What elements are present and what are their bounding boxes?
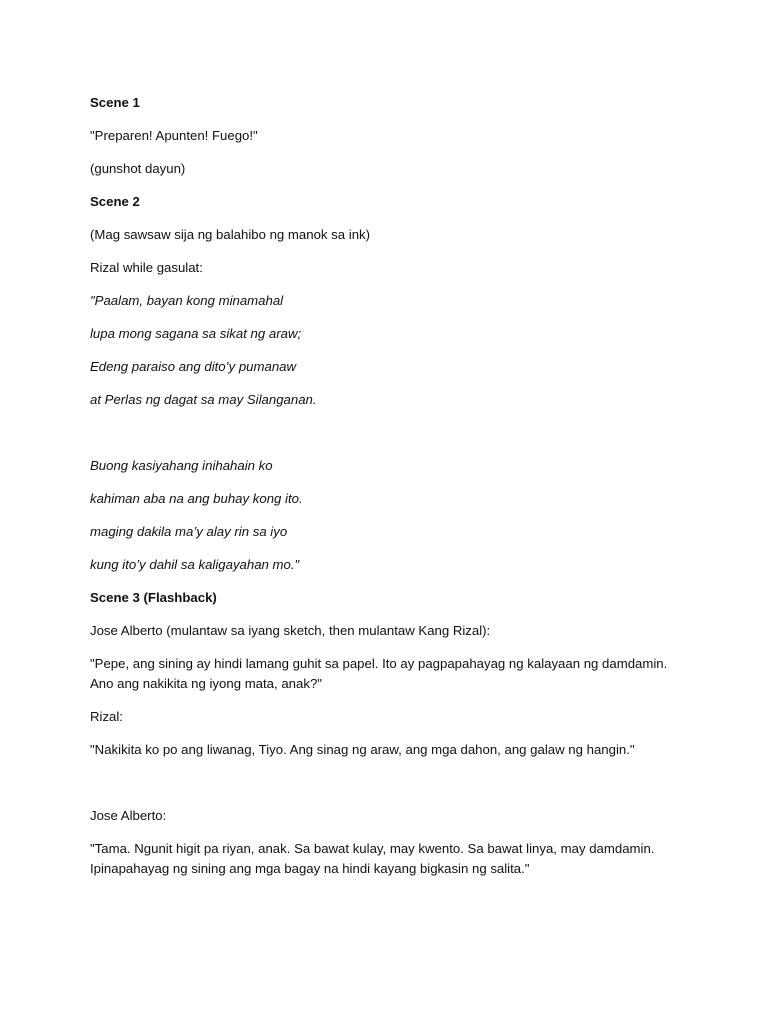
scene-1-direction: (gunshot dayun) [90,161,186,176]
poem-line: Edeng paraiso ang dito’y pumanaw [90,359,297,374]
paragraph-break [90,773,680,793]
scene-3-heading: Scene 3 (Flashback) [90,590,217,605]
scene-3-dialogue: "Tama. Ngunit higit pa riyan, anak. Sa bawat kulay, may kwento. Sa bawat linya, may damdamin. Ipinapahayag ng sining ang mga bagay na hindi kayang bigkasin ng salita." [90,841,655,876]
scene-3-speaker: Rizal: [90,709,123,724]
poem-line: kahiman aba na ang buhay kong ito. [90,491,303,506]
scene-1-heading: Scene 1 [90,95,140,110]
scene-3-speaker-direction: Jose Alberto (mulantaw sa iyang sketch, then mulantaw Kang Rizal): [90,623,491,638]
poem-line: lupa mong sagana sa sikat ng araw; [90,326,302,341]
scene-3-speaker: Jose Alberto: [90,808,167,823]
poem-line: kung ito’y dahil sa kaligayahan mo." [90,557,300,572]
stanza-break [90,423,680,443]
scene-2-speaker: Rizal while gasulat: [90,260,203,275]
poem-line: at Perlas ng dagat sa may Silanganan. [90,392,317,407]
scene-2-direction: (Mag sawsaw sija ng balahibo ng manok sa ink) [90,227,371,242]
scene-3-dialogue: "Pepe, ang sining ay hindi lamang guhit sa papel. Ito ay pagpapahayag ng kalayaan ng damdamin. Ano ang nakikita ng iyong mata, anak?" [90,656,668,691]
poem-line: "Paalam, bayan kong minamahal [90,293,284,308]
scene-1-dialogue: "Preparen! Apunten! Fuego!" [90,128,258,143]
document-page [90,93,680,892]
scene-3-dialogue: "Nakikita ko po ang liwanag, Tiyo. Ang sinag ng araw, ang mga dahon, ang galaw ng hangin." [90,742,635,757]
poem-line: Buong kasiyahang inihahain ko [90,458,273,473]
poem-line: maging dakila ma’y alay rin sa iyo [90,524,288,539]
scene-2-heading: Scene 2 [90,194,140,209]
